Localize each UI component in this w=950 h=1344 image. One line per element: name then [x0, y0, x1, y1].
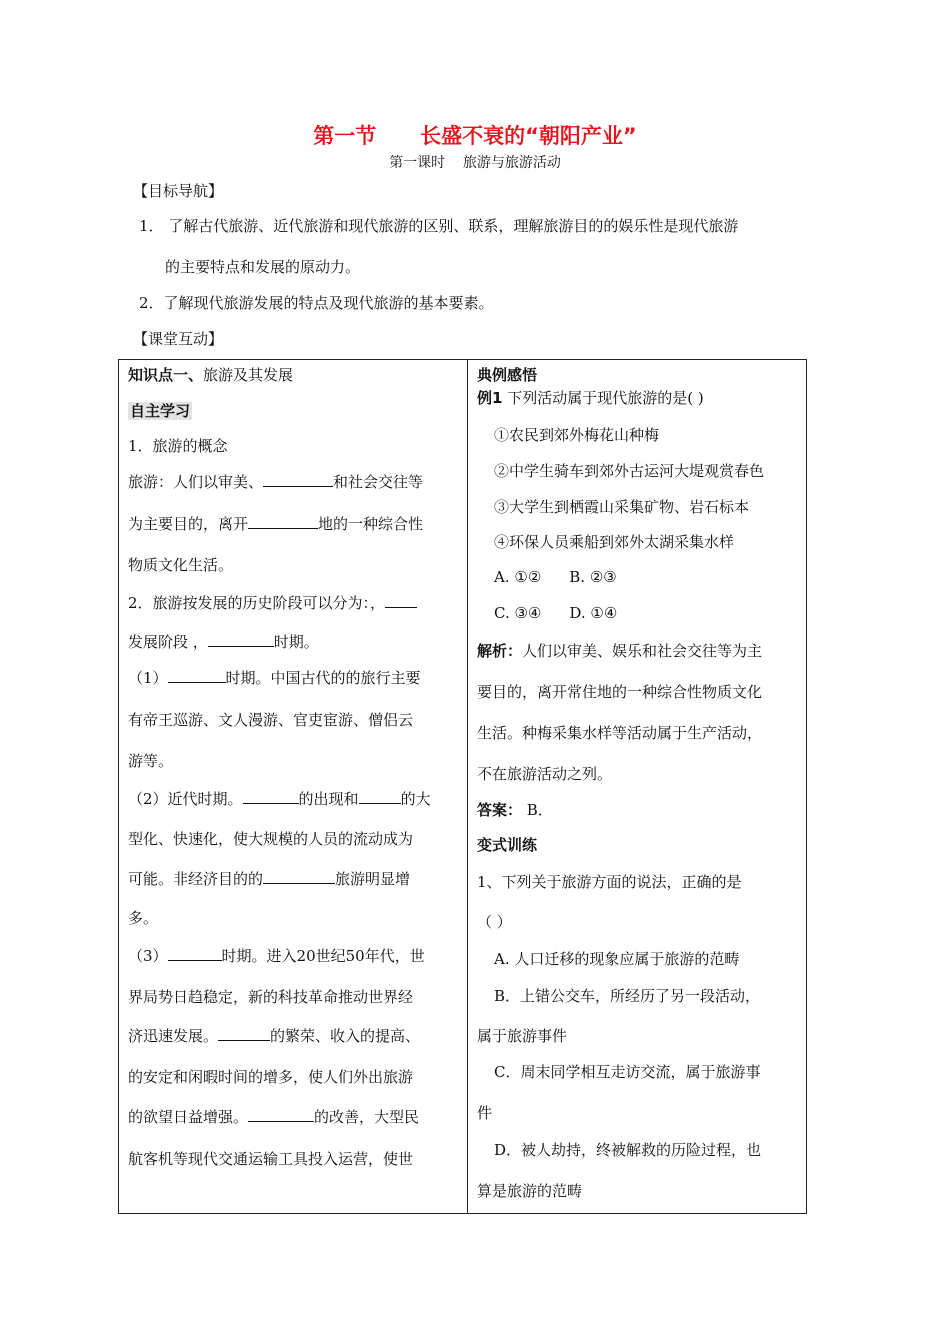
question-option-c-line-1: C．周末同学相互走访交流，属于旅游事	[494, 1063, 761, 1081]
fill-blank[interactable]	[168, 946, 222, 961]
fill-blank[interactable]	[168, 668, 226, 683]
period-1-line-1	[128, 667, 421, 688]
question-1: 1、下列关于旅游方面的说法，正确的是	[477, 873, 742, 891]
fill-blank[interactable]	[208, 632, 274, 647]
knowledge-point-label: 知识点一、	[128, 366, 204, 384]
period-2-text-f: 旅游明显增	[335, 870, 411, 888]
goals-header: 【目标导航】	[133, 182, 224, 200]
knowledge-point-title: 旅游及其发展	[203, 366, 294, 384]
example-label: 例1	[477, 389, 503, 407]
definition-line-2	[128, 513, 423, 534]
page-subtitle: 第一课时 旅游与旅游活动	[389, 155, 561, 171]
analysis-line-1	[477, 640, 762, 661]
answer-line	[477, 799, 553, 820]
choice-d: D. ①④	[569, 604, 618, 622]
stages-text-c: 时期。	[273, 633, 319, 651]
example-heading: 典例感悟	[477, 366, 538, 384]
fill-blank[interactable]	[263, 869, 335, 884]
fill-blank[interactable]	[248, 1107, 314, 1122]
self-study-heading	[128, 400, 192, 421]
fill-blank[interactable]	[243, 789, 299, 804]
analysis-line-3: 生活。种梅采集水样等活动属于生产活动，	[477, 724, 763, 742]
stages-line-1	[128, 592, 417, 613]
analysis-line-4: 不在旅游活动之列。	[477, 765, 613, 783]
period-1-text: 时期。中国古代的的旅行主要	[225, 669, 421, 687]
analysis-text-1: 人们以审美、娱乐和社会交往等为主	[522, 642, 763, 660]
practice-heading: 变式训练	[477, 836, 538, 854]
choice-row-2	[494, 604, 617, 622]
definition-text-d: 地的一种综合性	[318, 515, 424, 533]
choice-a: A. ①②	[494, 568, 542, 586]
period-2-text-e: 可能。非经济目的的	[128, 870, 264, 888]
definition-line-1	[128, 471, 423, 492]
period-2-text-b: 的出现和	[298, 790, 359, 808]
stages-text-a: 2．旅游按发展的历史阶段可以分为：，	[128, 594, 386, 612]
period-3-text-e: 的繁荣、收入的提高、	[270, 1027, 421, 1045]
choice-c: C. ③④	[494, 604, 542, 622]
period-3-line-2: 界局势日趋稳定，新的科技革命推动世界经	[128, 988, 414, 1006]
option-4: ④环保人员乘船到郊外太湖采集水样	[494, 533, 735, 551]
period-2-line-2: 型化、快速化，使大规模的人员的流动成为	[128, 830, 414, 848]
period-2-line-3	[128, 868, 410, 889]
question-option-d-line-1: D．被人劫持，终被解救的历险过程，也	[494, 1141, 762, 1159]
table-column-divider	[467, 359, 468, 1214]
period-2-text-c: 的大	[400, 790, 431, 808]
period-3-line-6: 航客机等现代交通运输工具投入运营，使世	[128, 1150, 414, 1168]
answer-value: B．	[522, 801, 553, 819]
period-3-line-1	[128, 945, 425, 966]
analysis-line-2: 要目的，离开常住地的一种综合性物质文化	[477, 683, 763, 701]
definition-text-a: 旅游：人们以审美、	[128, 473, 264, 491]
fill-blank[interactable]	[359, 789, 401, 804]
goal-2: 2．了解现代旅游发展的特点及现代旅游的基本要素。	[139, 294, 494, 312]
question-option-b-line-2: 属于旅游事件	[477, 1027, 568, 1045]
choice-b: B. ②③	[569, 568, 617, 586]
example-question	[477, 387, 704, 408]
option-3: ③大学生到栖霞山采集矿物、岩石标本	[494, 498, 750, 516]
period-2-line-1	[128, 788, 431, 809]
fill-blank[interactable]	[263, 472, 333, 487]
question-option-d-line-2: 算是旅游的范畴	[477, 1182, 583, 1200]
period-3-text-d: 济迅速发展。	[128, 1027, 219, 1045]
definition-line-3: 物质文化生活。	[128, 556, 234, 574]
period-2-text-a: （2）近代时期。	[128, 790, 243, 808]
period-1-line-2: 有帝王巡游、文人漫游、官吏宦游、僧侣云	[128, 711, 414, 729]
period-3-text-b: 时期。进入20世纪50年代，世	[221, 947, 425, 965]
question-1-answer-paren: （ ）	[477, 913, 512, 931]
option-2: ②中学生骑车到郊外古运河大堤观赏春色	[494, 462, 765, 480]
period-3-text-h: 的改善，大型民	[314, 1108, 420, 1126]
option-1: ①农民到郊外梅花山种梅	[494, 426, 660, 444]
fill-blank[interactable]	[248, 514, 318, 529]
goal-1-line-2: 的主要特点和发展的原动力。	[165, 258, 361, 276]
definition-text-c: 为主要目的，离开	[128, 515, 249, 533]
goal-1-line-1: 1． 了解古代旅游、近代旅游和现代旅游的区别、联系，理解旅游目的的娱乐性是现代旅游	[139, 217, 739, 235]
fill-blank[interactable]	[385, 593, 417, 608]
knowledge-point-heading	[128, 364, 293, 385]
self-study-label: 自主学习	[130, 402, 191, 420]
class-header: 【课堂互动】	[133, 330, 224, 348]
period-3-line-4: 的安定和闲暇时间的增多，使人们外出旅游	[128, 1068, 414, 1086]
period-2-line-4: 多。	[128, 909, 159, 927]
analysis-label: 解析：	[477, 642, 523, 660]
definition-text-b: 和社会交往等	[333, 473, 424, 491]
period-1-line-3: 游等。	[128, 752, 174, 770]
question-option-c-line-2: 件	[477, 1104, 493, 1122]
stages-text-b: 发展阶段 ，	[128, 633, 208, 651]
period-3-text-g: 的欲望日益增强。	[128, 1108, 249, 1126]
concept-title: 1．旅游的概念	[128, 437, 228, 455]
question-option-b-line-1: B．上错公交车，所经历了另一段活动，	[494, 987, 761, 1005]
page-title: 第一节 长盛不衰的“朝阳产业”	[313, 124, 637, 148]
stages-line-2	[128, 631, 319, 652]
period-1-number: （1）	[128, 669, 168, 687]
period-3-number: （3）	[128, 947, 168, 965]
choice-row-1	[494, 568, 617, 586]
period-3-line-5	[128, 1106, 419, 1127]
answer-label: 答案：	[477, 801, 523, 819]
example-question-text: 下列活动属于现代旅游的是( )	[502, 389, 704, 407]
question-option-a: A. 人口迁移的现象应属于旅游的范畴	[494, 950, 740, 968]
period-3-line-3	[128, 1025, 420, 1046]
fill-blank[interactable]	[218, 1026, 270, 1041]
